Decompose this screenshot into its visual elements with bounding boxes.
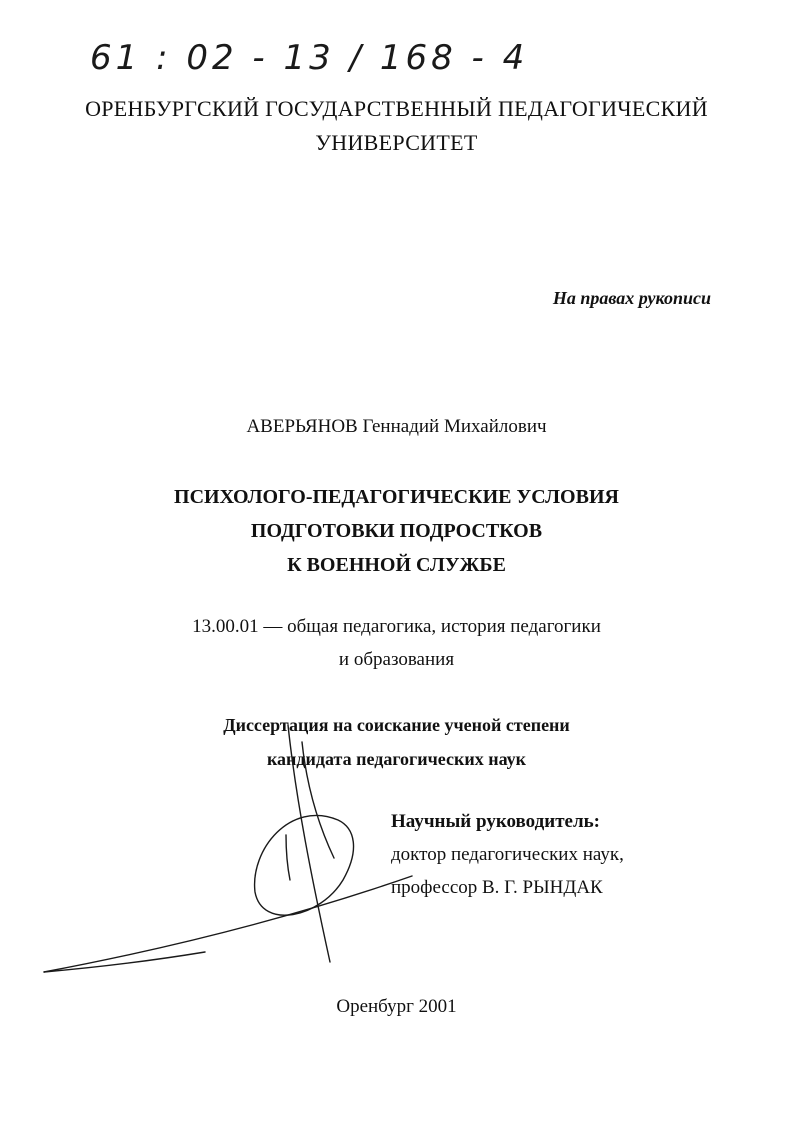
degree-statement <box>0 708 793 776</box>
title-line-2: ПОДГОТОВКИ ПОДРОСТКОВ <box>250 520 543 542</box>
degree-line-1: Диссертация на соискание ученой степени <box>223 715 570 735</box>
supervisor-label: Научный руководитель: <box>391 811 600 832</box>
author-name: АВЕРЬЯНОВ Геннадий Михайлович <box>246 416 547 437</box>
university-line-1: ОРЕНБУРГСКИЙ ГОСУДАРСТВЕННЫЙ ПЕДАГОГИЧЕСКИЙ <box>85 96 708 121</box>
supervisor-block <box>391 805 624 904</box>
supervisor-name: профессор В. Г. РЫНДАК <box>391 877 603 898</box>
title-line-1: ПСИХОЛОГО-ПЕДАГОГИЧЕСКИЕ УСЛОВИЯ <box>174 486 619 508</box>
university-line-2: УНИВЕРСИТЕТ <box>315 130 478 155</box>
specialty-line-1: 13.00.01 — общая педагогика, история педагогики <box>192 616 601 637</box>
city-year: Оренбург 2001 <box>336 996 457 1017</box>
specialty-line-2: и образования <box>338 649 455 670</box>
degree-line-2: кандидата педагогических наук <box>266 749 527 769</box>
dissertation-title <box>0 480 793 582</box>
handwritten-inventory-number: 61 : 02 - 13 / 168 - 4 <box>90 38 529 78</box>
specialty-code <box>0 610 793 676</box>
title-line-3: К ВОЕННОЙ СЛУЖБЕ <box>287 554 506 576</box>
university-name <box>0 92 793 160</box>
supervisor-degree: доктор педагогических наук, <box>391 844 624 865</box>
manuscript-rights-note: На правах рукописи <box>552 288 711 308</box>
